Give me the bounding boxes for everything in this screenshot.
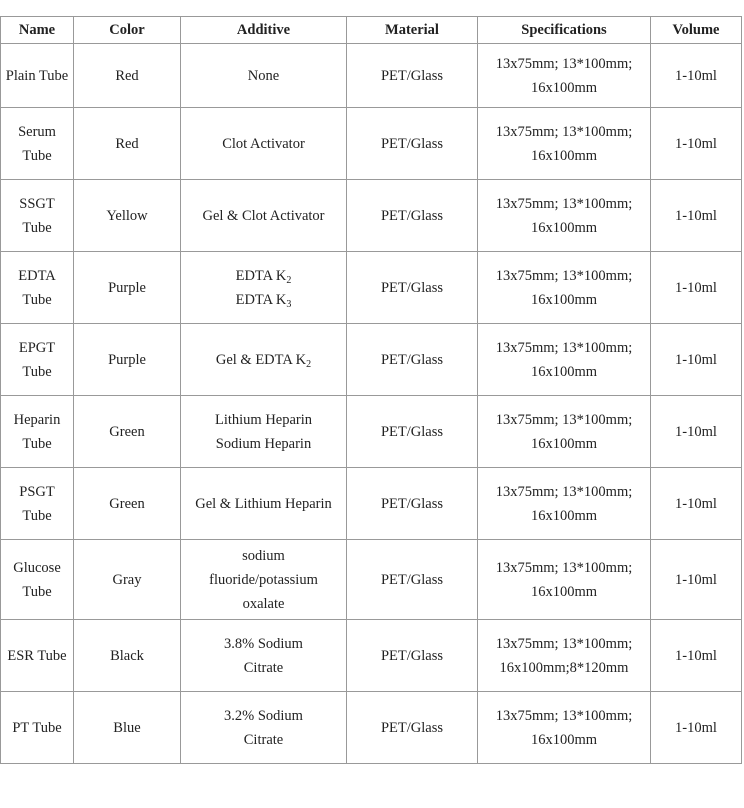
table-row [1, 180, 742, 252]
table-row [1, 324, 742, 396]
cell-additive [181, 108, 347, 180]
table-row [1, 108, 742, 180]
additive-text: Clot Activator [222, 135, 305, 152]
additive-line [184, 728, 343, 752]
cell-color: Blue [74, 692, 181, 764]
name-line: PSGT [19, 483, 55, 500]
cell-additive [181, 692, 347, 764]
header-material: Material [347, 17, 478, 44]
cell-additive [181, 252, 347, 324]
header-name: Name [1, 17, 74, 44]
additive-text: Gel & Clot Activator [202, 207, 325, 224]
additive-subscript: 2 [286, 274, 292, 286]
spec-line: 13x75mm; 13*100mm; [495, 635, 633, 652]
cell-volume: 1-10ml [651, 468, 742, 540]
spec-line: 16x100mm;8*120mm [499, 659, 629, 676]
additive-line [184, 432, 343, 456]
additive-line [184, 568, 343, 592]
additive-line [184, 704, 343, 728]
cell-volume: 1-10ml [651, 692, 742, 764]
cell-material: PET/Glass [347, 252, 478, 324]
additive-text: 3.8% Sodium [224, 635, 303, 652]
spec-line: 13x75mm; 13*100mm; [495, 411, 633, 428]
additive-text: Lithium Heparin [214, 411, 313, 428]
additive-text: sodium [242, 547, 285, 564]
additive-line [184, 492, 343, 516]
additive-text: Citrate [243, 659, 284, 676]
additive-line [184, 592, 343, 616]
name-line: EDTA [18, 267, 56, 284]
cell-color: Yellow [74, 180, 181, 252]
spec-line: 13x75mm; 13*100mm; [495, 707, 633, 724]
additive-line [184, 64, 343, 88]
cell-additive [181, 180, 347, 252]
spec-line: 16x100mm [530, 583, 598, 600]
name-line: Tube [22, 363, 52, 380]
cell-additive [181, 44, 347, 108]
spec-line: 16x100mm [530, 435, 598, 452]
cell-volume: 1-10ml [651, 108, 742, 180]
cell-name [1, 468, 74, 540]
spec-line: 16x100mm [530, 79, 598, 96]
cell-color: Purple [74, 252, 181, 324]
header-additive: Additive [181, 17, 347, 44]
cell-material: PET/Glass [347, 108, 478, 180]
cell-material: PET/Glass [347, 692, 478, 764]
name-line: Plain Tube [5, 67, 69, 84]
cell-additive [181, 620, 347, 692]
cell-material: PET/Glass [347, 468, 478, 540]
cell-specifications [478, 396, 651, 468]
additive-text: Citrate [243, 731, 284, 748]
table-row [1, 540, 742, 620]
additive-line [184, 348, 343, 372]
spec-line: 13x75mm; 13*100mm; [495, 483, 633, 500]
name-line: PT Tube [12, 719, 62, 736]
table-row [1, 396, 742, 468]
spec-line: 16x100mm [530, 291, 598, 308]
additive-text: fluoride/potassium [209, 571, 318, 588]
additive-line [184, 288, 343, 312]
cell-additive [181, 396, 347, 468]
header-color: Color [74, 17, 181, 44]
name-line: Tube [22, 507, 52, 524]
name-line: Tube [22, 291, 52, 308]
cell-name [1, 692, 74, 764]
cell-color: Gray [74, 540, 181, 620]
cell-volume: 1-10ml [651, 252, 742, 324]
additive-text: EDTA K [235, 291, 287, 308]
cell-volume: 1-10ml [651, 44, 742, 108]
cell-material: PET/Glass [347, 324, 478, 396]
table-row [1, 44, 742, 108]
cell-specifications [478, 252, 651, 324]
cell-name [1, 620, 74, 692]
additive-line [184, 408, 343, 432]
cell-additive [181, 468, 347, 540]
name-line: SSGT [19, 195, 55, 212]
cell-specifications [478, 620, 651, 692]
additive-subscript: 2 [306, 358, 312, 370]
cell-volume: 1-10ml [651, 180, 742, 252]
cell-specifications [478, 324, 651, 396]
name-line: Glucose [13, 559, 61, 576]
cell-color: Purple [74, 324, 181, 396]
cell-color: Red [74, 108, 181, 180]
cell-name [1, 252, 74, 324]
cell-name [1, 44, 74, 108]
cell-volume: 1-10ml [651, 620, 742, 692]
cell-material: PET/Glass [347, 540, 478, 620]
cell-additive [181, 324, 347, 396]
spec-line: 16x100mm [530, 507, 598, 524]
cell-name [1, 540, 74, 620]
additive-text: oxalate [242, 595, 285, 612]
spec-line: 13x75mm; 13*100mm; [495, 267, 633, 284]
cell-specifications [478, 468, 651, 540]
additive-text: EDTA K [235, 267, 287, 284]
table-row [1, 620, 742, 692]
name-line: Tube [22, 219, 52, 236]
additive-text: Gel & Lithium Heparin [195, 495, 332, 512]
additive-subscript: 3 [286, 298, 292, 310]
cell-material: PET/Glass [347, 620, 478, 692]
name-line: Tube [22, 147, 52, 164]
additive-line [184, 656, 343, 680]
additive-line [184, 544, 343, 568]
cell-specifications [478, 108, 651, 180]
cell-volume: 1-10ml [651, 396, 742, 468]
table-row [1, 468, 742, 540]
spec-line: 13x75mm; 13*100mm; [495, 339, 633, 356]
cell-specifications [478, 540, 651, 620]
tube-specifications-table [0, 16, 742, 764]
cell-name [1, 108, 74, 180]
cell-color: Black [74, 620, 181, 692]
cell-material: PET/Glass [347, 180, 478, 252]
spec-line: 13x75mm; 13*100mm; [495, 123, 633, 140]
spec-line: 16x100mm [530, 219, 598, 236]
additive-text: Gel & EDTA K [215, 351, 307, 368]
cell-name [1, 180, 74, 252]
spec-line: 16x100mm [530, 147, 598, 164]
name-line: EPGT [18, 339, 56, 356]
cell-volume: 1-10ml [651, 540, 742, 620]
spec-line: 13x75mm; 13*100mm; [495, 195, 633, 212]
table-row [1, 692, 742, 764]
cell-additive [181, 540, 347, 620]
cell-material: PET/Glass [347, 396, 478, 468]
additive-line [184, 264, 343, 288]
cell-color: Green [74, 396, 181, 468]
cell-name [1, 396, 74, 468]
additive-line [184, 132, 343, 156]
cell-color: Green [74, 468, 181, 540]
name-line: Tube [22, 583, 52, 600]
name-line: Tube [22, 435, 52, 452]
spec-line: 13x75mm; 13*100mm; [495, 55, 633, 72]
header-volume: Volume [651, 17, 742, 44]
cell-specifications [478, 692, 651, 764]
additive-text: 3.2% Sodium [224, 707, 303, 724]
header-specifications: Specifications [478, 17, 651, 44]
spec-line: 16x100mm [530, 363, 598, 380]
name-line: Serum [18, 123, 56, 140]
cell-specifications [478, 180, 651, 252]
cell-volume: 1-10ml [651, 324, 742, 396]
cell-color: Red [74, 44, 181, 108]
table-row [1, 252, 742, 324]
spec-line: 13x75mm; 13*100mm; [495, 559, 633, 576]
additive-line [184, 632, 343, 656]
cell-specifications [478, 44, 651, 108]
header-row [1, 17, 742, 44]
spec-line: 16x100mm [530, 731, 598, 748]
name-line: Heparin [13, 411, 61, 428]
cell-material: PET/Glass [347, 44, 478, 108]
additive-line [184, 204, 343, 228]
cell-name [1, 324, 74, 396]
additive-text: None [247, 67, 280, 84]
name-line: ESR Tube [7, 647, 67, 664]
additive-text: Sodium Heparin [215, 435, 312, 452]
